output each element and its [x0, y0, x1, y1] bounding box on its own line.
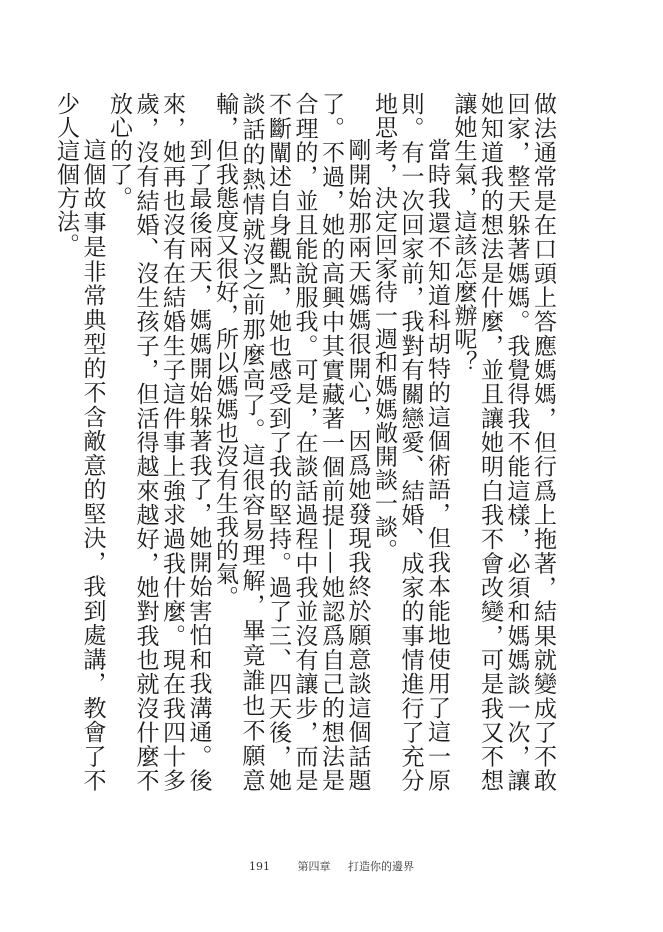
paragraph-4: 到了最後兩天，媽媽開始躲著我了，她開始害怕和我溝通。後來，她再也沒有在結婚生子這件事上強求過我什麼。現在我四十多歲，沒有結婚、沒生孩子，但活得越來越好，她對我也就沒什麼不放心的了。 [106, 92, 212, 792]
vertical-text-body [53, 92, 556, 792]
chapter-title: 打造你的邊界 [348, 860, 414, 873]
page-number: 191 [249, 860, 270, 873]
page-footer [0, 858, 663, 874]
paragraph-5: 這個故事是非常典型的不含敵意的堅決，我到處講，教會了不少人這個方法。 [53, 92, 106, 792]
paragraph-3: 剛開始那兩天媽媽很開心，因爲她發現我終於願意談這個話題了。不過，她的高興中其實藏著一個前提——她認爲自己的想法是合理的，並且能說服我。可是，在談話過程中我並沒有讓步，而是不斷闡述自身觀點，她也感受到了我的堅持。過了三、四天後，她談話的熱情就沒之前那麼高了。這很容易理解，畢竟誰也不願意輸，但我態度又很好，所以媽媽也沒有生我的氣。 [212, 92, 371, 792]
paragraph-2: 當時我還不知道科胡特的這個術語，但我本能地使用了這一原則。有一次回家前，我對有關戀愛、結婚、成家的事情進行了充分地思考，決定回家待一週和媽媽敞開談一談。 [371, 92, 450, 792]
chapter-label: 第四章 [297, 860, 331, 873]
paragraph-1: 做法通常是在口頭上答應媽媽，但行爲上拖著，結果就變成了不敢回家，整天躲著媽媽。我覺得我不能這樣，必須和媽媽談一次，讓她知道我的想法是什麼，並且讓她明白我不會改變，可是我又不想讓她生氣，這該怎麼辦呢？ [450, 92, 556, 792]
